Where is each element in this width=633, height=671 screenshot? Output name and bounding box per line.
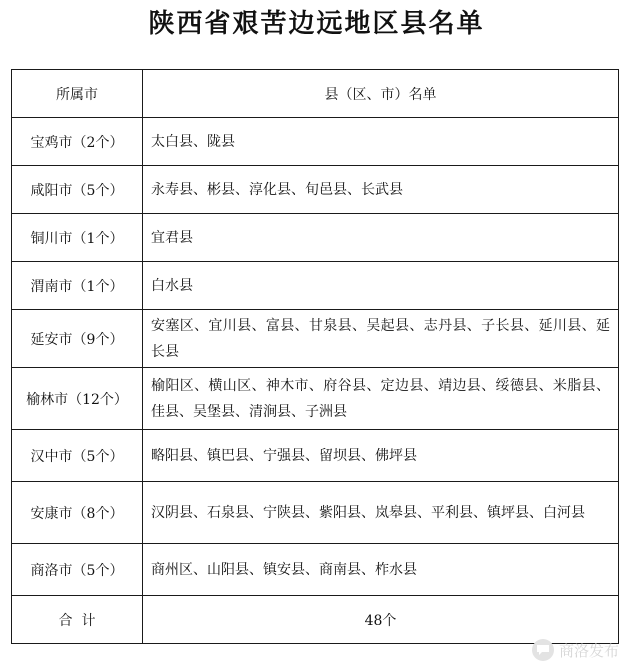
counties-cell: 汉阴县、石泉县、宁陕县、紫阳县、岚皋县、平利县、镇坪县、白河县 <box>143 482 619 544</box>
counties-cell: 白水县 <box>143 262 619 310</box>
city-cell: 安康市（8个） <box>12 482 143 544</box>
city-cell: 铜川市（1个） <box>12 214 143 262</box>
table-row <box>12 368 619 430</box>
counties-cell: 太白县、陇县 <box>143 118 619 166</box>
total-row <box>12 596 619 644</box>
table-row <box>12 544 619 596</box>
city-cell: 汉中市（5个） <box>12 430 143 482</box>
city-cell: 渭南市（1个） <box>12 262 143 310</box>
total-label: 合 计 <box>12 596 143 644</box>
chat-bubble-icon <box>532 639 554 661</box>
watermark-text: 商洛发布 <box>558 641 619 660</box>
total-value: 48个 <box>143 596 619 644</box>
counties-cell: 商州区、山阳县、镇安县、商南县、柞水县 <box>143 544 619 596</box>
header-city: 所属市 <box>12 70 143 118</box>
table-row <box>12 166 619 214</box>
counties-cell: 榆阳区、横山区、神木市、府谷县、定边县、靖边县、绥德县、米脂县、佳县、吴堡县、清涧县、子洲县 <box>143 368 619 430</box>
county-list-table <box>11 69 619 644</box>
counties-cell: 宜君县 <box>143 214 619 262</box>
counties-cell: 略阳县、镇巴县、宁强县、留坝县、佛坪县 <box>143 430 619 482</box>
table-row <box>12 262 619 310</box>
page-title: 陕西省艰苦边远地区县名单 <box>148 9 485 39</box>
city-cell: 榆林市（12个） <box>12 368 143 430</box>
watermark <box>532 639 619 661</box>
city-cell: 商洛市（5个） <box>12 544 143 596</box>
table-row <box>12 310 619 368</box>
table-row <box>12 430 619 482</box>
header-counties: 县（区、市）名单 <box>143 70 619 118</box>
table-row <box>12 482 619 544</box>
table-row <box>12 118 619 166</box>
counties-cell: 安塞区、宜川县、富县、甘泉县、吴起县、志丹县、子长县、延川县、延长县 <box>143 310 619 368</box>
counties-cell: 永寿县、彬县、淳化县、旬邑县、长武县 <box>143 166 619 214</box>
city-cell: 咸阳市（5个） <box>12 166 143 214</box>
table-header-row <box>12 70 619 118</box>
city-cell: 延安市（9个） <box>12 310 143 368</box>
city-cell: 宝鸡市（2个） <box>12 118 143 166</box>
table-row <box>12 214 619 262</box>
